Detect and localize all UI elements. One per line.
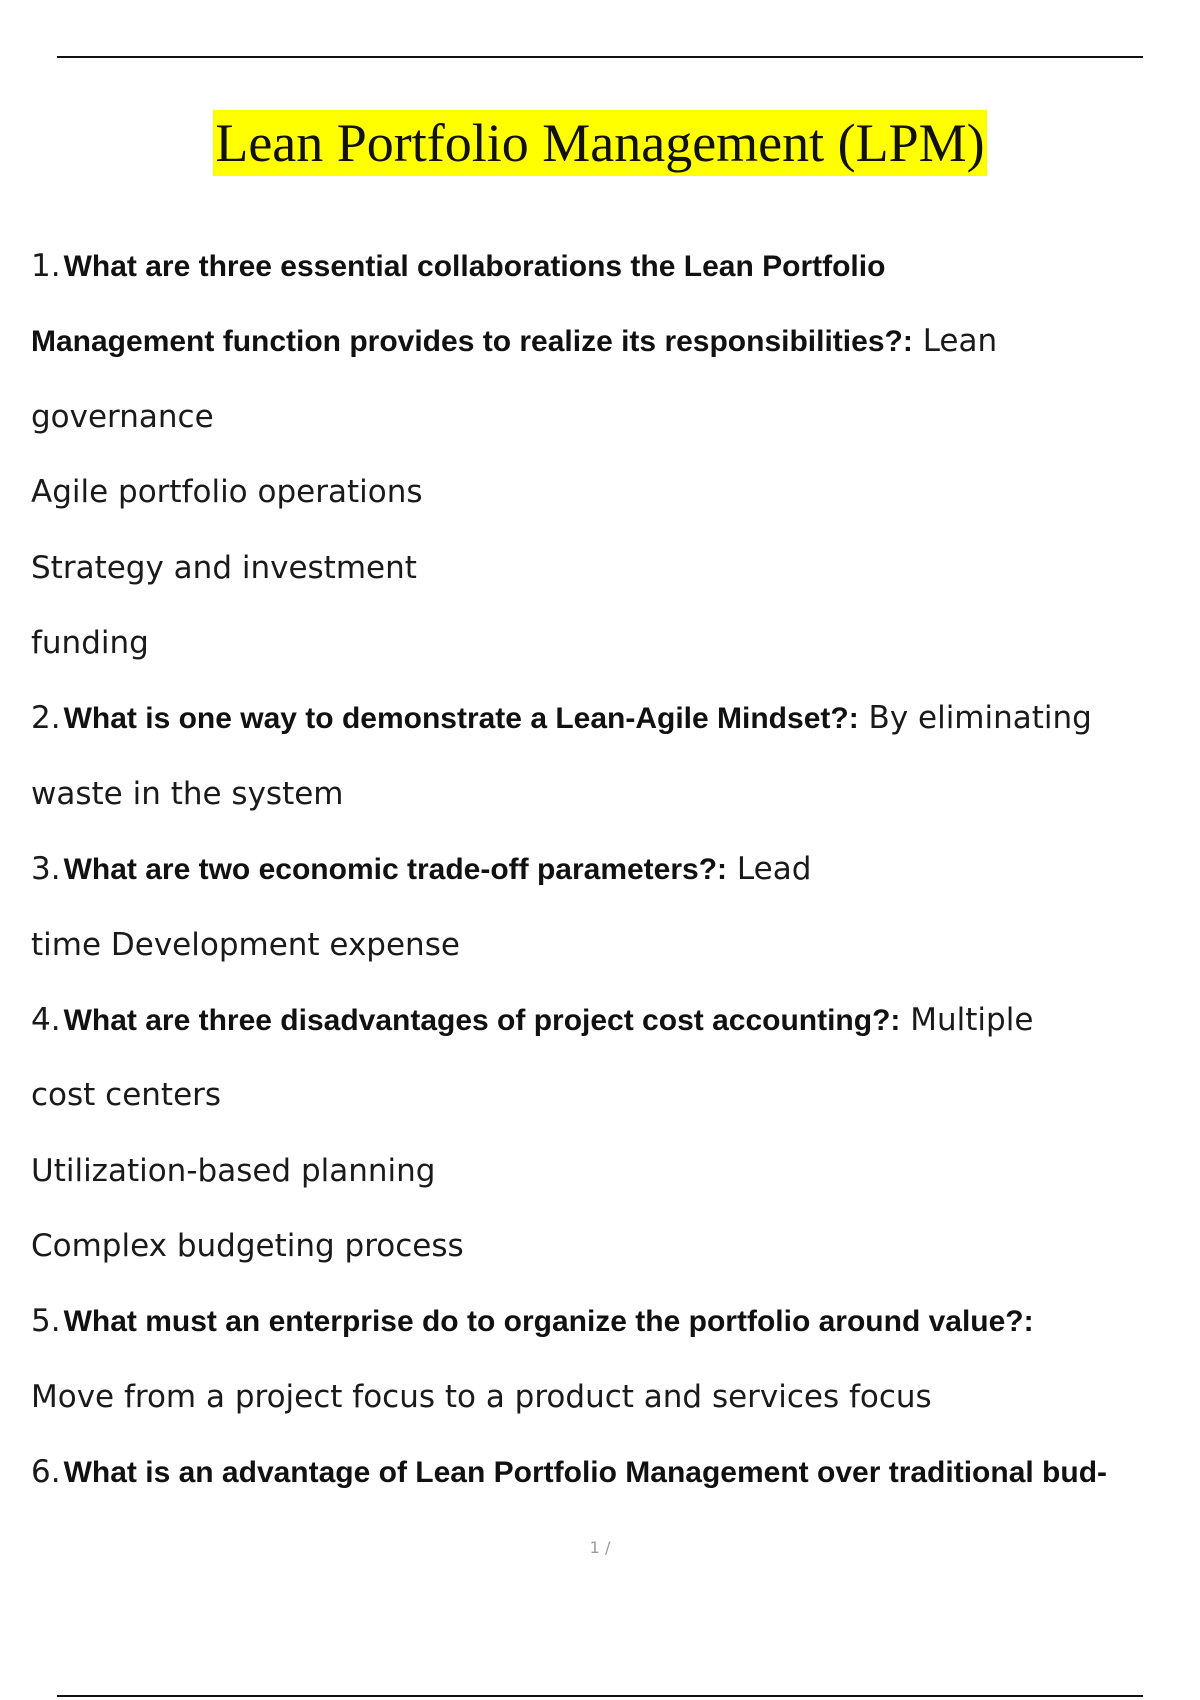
question-1-line-2 bbox=[31, 304, 1191, 379]
question-text: What is an advantage of Lean Portfolio Management over traditional bud- bbox=[63, 1456, 1108, 1490]
question-number: 4. bbox=[31, 1001, 61, 1038]
question-6 bbox=[31, 1435, 1191, 1510]
page-number: 1 / bbox=[589, 1538, 611, 1557]
question-2 bbox=[31, 681, 1191, 756]
question-list bbox=[31, 229, 1191, 1511]
document-title: Lean Portfolio Management (LPM) bbox=[213, 110, 986, 176]
answer-text: Lean bbox=[922, 323, 998, 360]
answer-line: Complex budgeting process bbox=[31, 1228, 464, 1265]
answer-line: Utilization-based planning bbox=[31, 1152, 436, 1189]
answer-text: Multiple bbox=[910, 1001, 1034, 1038]
question-3 bbox=[31, 832, 1191, 907]
question-text: What are three disadvantages of project cost accounting?: bbox=[63, 1003, 901, 1037]
question-text: What are three essential collaborations the Lean Portfolio bbox=[63, 250, 886, 283]
answer-line: funding bbox=[31, 624, 149, 661]
question-text: What are two economic trade-off parameters?: bbox=[63, 853, 728, 887]
answer-line: waste in the system bbox=[31, 775, 344, 812]
answer-line: cost centers bbox=[31, 1077, 222, 1114]
question-text: What must an enterprise do to organize the portfolio around value?: bbox=[63, 1305, 1034, 1339]
question-text: Management function provides to realize its responsibilities?: bbox=[31, 325, 913, 359]
answer-line: governance bbox=[31, 398, 214, 435]
title-wrap bbox=[0, 110, 1200, 176]
question-number: 5. bbox=[31, 1303, 61, 1340]
answer-text: Lead bbox=[736, 851, 812, 888]
top-rule bbox=[57, 56, 1143, 58]
bottom-rule bbox=[57, 1695, 1143, 1697]
answer-line: Agile portfolio operations bbox=[31, 474, 423, 511]
question-number: 3. bbox=[31, 851, 61, 888]
question-text: What is one way to demonstrate a Lean-Agile Mindset?: bbox=[63, 702, 859, 736]
question-number: 6. bbox=[31, 1454, 61, 1491]
question-1-line-1 bbox=[31, 229, 1191, 304]
question-5 bbox=[31, 1284, 1191, 1359]
question-4 bbox=[31, 983, 1191, 1058]
answer-line: Strategy and investment bbox=[31, 549, 417, 586]
question-number: 1. bbox=[31, 248, 61, 284]
answer-text: By eliminating bbox=[868, 700, 1092, 737]
answer-line: time Development expense bbox=[31, 926, 460, 963]
answer-line: Move from a project focus to a product and services focus bbox=[31, 1378, 932, 1415]
question-number: 2. bbox=[31, 700, 61, 737]
